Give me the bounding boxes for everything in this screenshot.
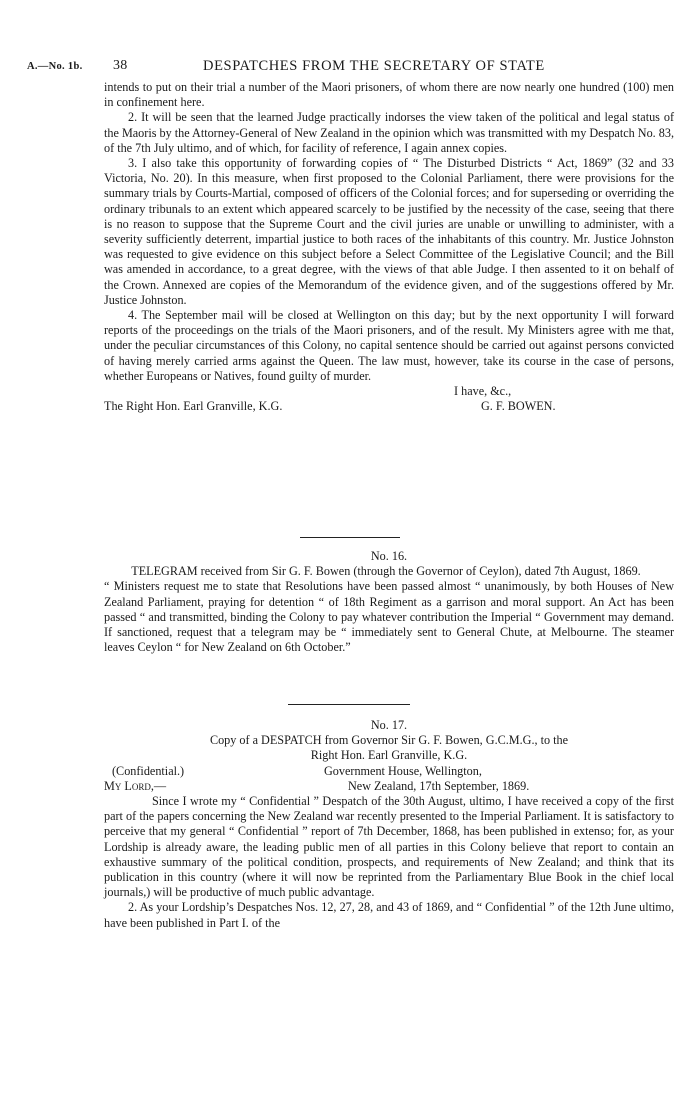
section-number: No. 17. [370, 718, 408, 732]
telegram-body: “ Ministers request me to state that Resolutions have been passed almost “ unanimously, by both Houses of New Zealand Parliament, praying for detention “ of 18th Regiment as a garrison and moral support. An Act has been passed “ and transmitted, binding the Colony to pay whatever contribution the Imperial “ Government may demand. If sanctioned, request that a telegram may be “ immediately sent to General Chute, at Melbourne. The steamer leaves Ceylon “ for New Zealand on 6th October.” [104, 579, 674, 655]
section-divider [300, 537, 400, 538]
section-divider [288, 704, 410, 705]
paragraph: 2. As your Lordship’s Despatches Nos. 12, 27, 28, and 43 of 1869, and “ Confidential ” of the 12th June ultimo, have been published in Part I. of the [104, 900, 674, 930]
section-heading-line: Copy of a DESPATCH from Governor Sir G. F. Bowen, G.C.M.G., to the [209, 733, 569, 748]
document-reference: A.—No. 1b. [27, 61, 83, 72]
section-number: No. 16. [370, 549, 408, 563]
page-header [27, 58, 667, 78]
page-number: 38 [113, 58, 128, 73]
section-heading-line: Right Hon. Earl Granville, K.G. [310, 748, 468, 763]
paragraph: 4. The September mail will be closed at Wellington on this day; but by the next opportunity I will forward reports of the proceedings on the trials of the Maori prisoners, and of the result. My Ministers agree with me that, under the peculiar circumstances of this Colony, no capital sentence should be carried out against persons convicted of having merely carried arms against the Queen. The law must, however, take its course in the case of persons, whether Europeans or Natives, found guilty of murder. [104, 308, 674, 383]
paragraph: 2. It will be seen that the learned Judge practically indorses the view taken of the political and legal status of the Maoris by the Attorney-General of New Zealand in the opinion which was transmitted with my Despatch No. 83, of the 7th July ultimo, and of which, for facility of reference, I again annex copies. [104, 110, 674, 155]
signature: G. F. BOWEN. [481, 399, 556, 414]
paragraph: intends to put on their trial a number of the Maori prisoners, of whom there are now nearly one hundred (100) men in confinement here. [104, 80, 674, 110]
paragraph: 3. I also take this opportunity of forwarding copies of “ The Disturbed Districts “ Act, 1869” (32 and 33 Victoria, No. 20). In this measure, when first proposed to the Colonial Parliament, there were provisions for the summary trials by Courts-Martial, composed of officers of the Colonial forces; and for superseding or overriding the ordinary tribunals to an extent which appeared scarcely to be justified by the necessity of the case, seeing that there is no reason to suppose that the Supreme Court and the civil juries are unable or unwilling to administer, with a severity sufficiently deterrent, impartial justice to both races of the inhabitants of this country. Mr. Justice Johnston was requested to give evidence on this subject before a Select Committee of the Legislative Council; and the Bill was amended in accordance, to a great degree, with the views of that able Judge. I then assented to it on behalf of the Crown. Annexed are copies of the Memorandum of the evidence given, and of the suggestions offered by Mr. Justice Johnston. [104, 156, 674, 307]
section-heading: TELEGRAM received from Sir G. F. Bowen (through the Governor of Ceylon), dated 7th August, 1869. [131, 564, 641, 579]
paragraph: Since I wrote my “ Confidential ” Despatch of the 30th August, ultimo, I have received a copy of the first part of the papers concerning the New Zealand war recently presented to the Imperial Parliament. It is satisfactory to perceive that my general “ Confidential ” report of 7th December, 1868, has been published in extenso; for, as your Lordship is already aware, the leading public men of all parties in this Colony believe that report to contain an exhaustive summary of the political condition, prospects, and requirements of New Zealand; and think that its publication in this country (where it will now be reprinted from the Parliamentary Blue Book in the chief local journals,) will be productive of much public advantage. [104, 793, 674, 900]
dateline [104, 779, 674, 794]
signature-block [104, 384, 674, 414]
dateline [104, 764, 674, 779]
addressee: The Right Hon. Earl Granville, K.G. [104, 399, 283, 414]
no16-section [104, 549, 674, 655]
salutation: My Lord,— [104, 778, 167, 793]
no17-section [104, 718, 674, 931]
running-title: DESPATCHES FROM THE SECRETARY OF STATE [203, 58, 545, 74]
address-line: Government House, Wellington, [324, 763, 482, 778]
closing: I have, &c., [454, 384, 512, 399]
address-line: New Zealand, 17th September, 1869. [348, 778, 530, 793]
despatch-continuation [104, 80, 674, 414]
confidential-label: (Confidential.) [112, 763, 185, 778]
